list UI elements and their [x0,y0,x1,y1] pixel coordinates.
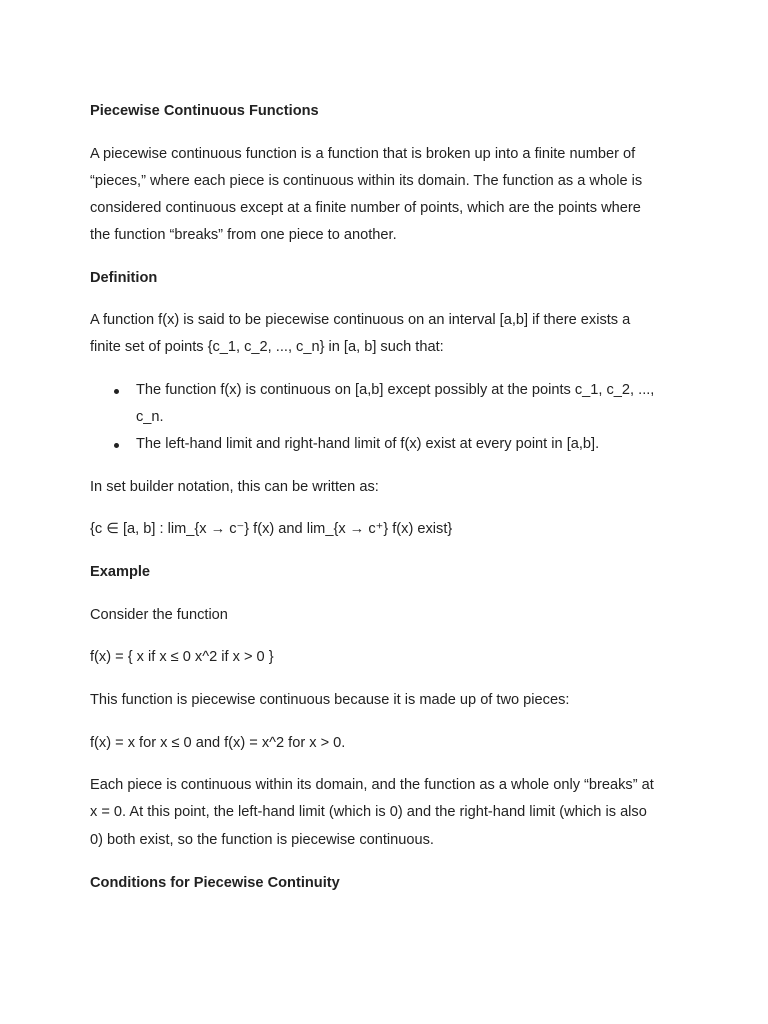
example-explanation: This function is piecewise continuous because it is made up of two pieces: [90,692,570,708]
bullet-1-line-1: The function f(x) is continuous on [a,b] except possibly at the points c_1, c_2, ..., [136,382,655,398]
intro-line-4: the function “breaks” from one piece to another. [90,227,397,243]
bullet-1-line-2: c_n. [136,409,164,425]
intro-line-3: considered continuous except at a finite number of points, which are the points where [90,200,641,216]
definition-line-2: finite set of points {c_1, c_2, ..., c_n} in [a, b] such that: [90,339,444,355]
example-conclusion-line-3: 0) both exist, so the function is piecewise continuous. [90,832,434,848]
example-conclusion-line-2: x = 0. At this point, the left-hand limit (which is 0) and the right-hand limit (which is also [90,804,647,820]
conditions-heading: Conditions for Piecewise Continuity [90,875,340,891]
set-builder-formula: {c ∈ [a, b] : lim_{x → c⁻} f(x) and lim_{x → c⁺} f(x) exist} [90,521,453,537]
bullet-dot-1 [114,389,119,394]
definition-line-1: A function f(x) is said to be piecewise continuous on an interval [a,b] if there exists a [90,312,631,328]
page-title: Piecewise Continuous Functions [90,103,319,119]
example-intro: Consider the function [90,607,228,623]
example-conclusion-line-1: Each piece is continuous within its domain, and the function as a whole only “breaks” at [90,777,654,793]
example-heading: Example [90,564,151,580]
bullet-dot-2 [114,443,119,448]
set-builder-intro: In set builder notation, this can be written as: [90,479,379,495]
bullet-2-line-1: The left-hand limit and right-hand limit of f(x) exist at every point in [a,b]. [136,436,600,452]
intro-line-2: “pieces,” where each piece is continuous within its domain. The function as a whole is [90,173,643,189]
example-function: f(x) = { x if x ≤ 0 x^2 if x > 0 } [90,649,274,665]
example-pieces: f(x) = x for x ≤ 0 and f(x) = x^2 for x > 0. [90,735,346,751]
intro-line-1: A piecewise continuous function is a function that is broken up into a finite number of [90,146,636,162]
definition-heading: Definition [90,270,158,286]
